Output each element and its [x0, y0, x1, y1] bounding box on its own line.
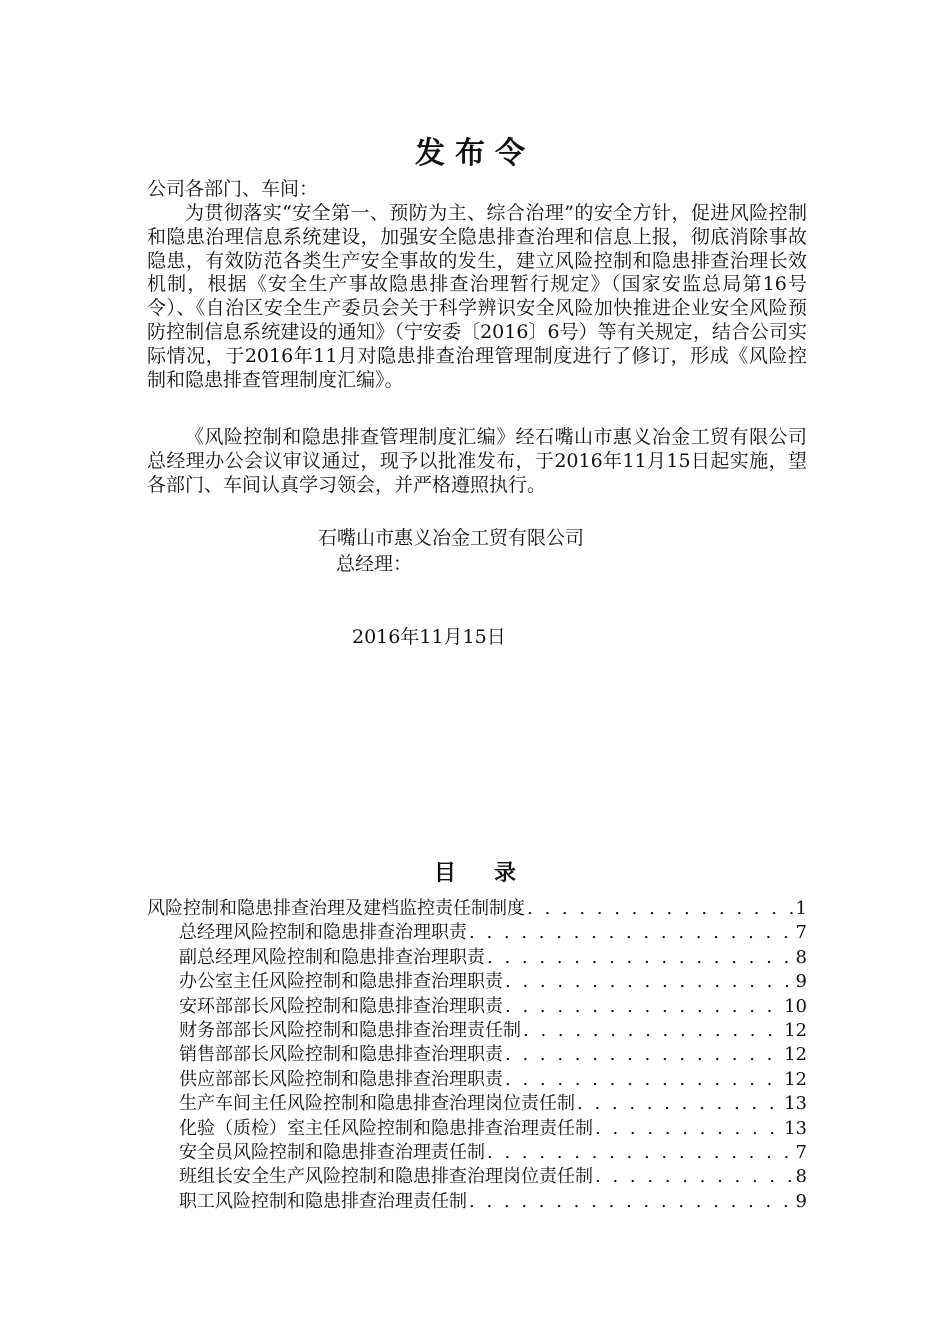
toc-entry[interactable] [147, 1068, 807, 1092]
toc-leader [505, 1068, 782, 1092]
toc-entry-text: 销售部部长风险控制和隐患排查治理职责 [179, 1044, 503, 1066]
toc-entry[interactable] [147, 970, 807, 994]
toc-leader [527, 897, 794, 921]
toc-entry-text: 供应部部长风险控制和隐患排查治理职责 [179, 1068, 503, 1090]
toc-entry[interactable] [147, 1019, 807, 1043]
toc-leader [505, 970, 794, 994]
signature-date: 2016年11月15日 [352, 626, 506, 648]
toc-entry-text: 化验（质检）室主任风险控制和隐患排查治理责任制 [179, 1117, 593, 1139]
toc-title: 目录 [433, 860, 554, 886]
toc-entry-text: 副总经理风险控制和隐患排查治理职责 [179, 946, 485, 968]
table-of-contents [147, 897, 807, 1214]
toc-entry-page: 12 [784, 1019, 807, 1041]
toc-entry-page: 12 [784, 1044, 807, 1066]
toc-entry[interactable] [147, 946, 807, 970]
toc-leader [577, 1092, 782, 1116]
toc-entry-text: 办公室主任风险控制和隐患排查治理职责 [179, 971, 503, 993]
document-title: 发布令 [415, 136, 535, 171]
toc-entry-text: 职工风险控制和隐患排查治理责任制 [179, 1190, 467, 1212]
toc-leader [595, 1117, 782, 1141]
toc-entry-text: 风险控制和隐患排查治理及建档监控责任制制度 [147, 898, 525, 919]
toc-leader [469, 1190, 794, 1214]
toc-entry-text: 班组长安全生产风险控制和隐患排查治理岗位责任制 [179, 1166, 593, 1188]
toc-leader [595, 1165, 794, 1189]
toc-entry[interactable] [147, 1141, 807, 1165]
signature-company: 石嘴山市惠义冶金工贸有限公司 [318, 527, 585, 549]
toc-leader [523, 1019, 782, 1043]
toc-entry-page: 8 [795, 1166, 807, 1188]
toc-entry-text: 生产车间主任风险控制和隐患排查治理岗位责任制 [179, 1093, 575, 1115]
toc-entry-page: 8 [795, 946, 807, 968]
salutation: 公司各部门、车间： [147, 178, 319, 200]
toc-entry-text: 安全员风险控制和隐患排查治理责任制 [179, 1141, 485, 1163]
paragraph-2: 《风险控制和隐患排查管理制度汇编》经石嘴山市惠义冶金工贸有限公司总经理办公会议审议通过，现予以批准发布，于2016年11月15日起实施，望各部门、车间认真学习领会，并严格遵照执行。 [147, 426, 807, 496]
toc-leader [505, 1043, 782, 1067]
toc-leader [487, 946, 794, 970]
toc-entry-text: 总经理风险控制和隐患排查治理职责 [179, 922, 467, 944]
toc-entry[interactable] [147, 1117, 807, 1141]
paragraph-1: 为贯彻落实“安全第一、预防为主、综合治理”的安全方针，促进风险控制和隐患治理信息系统建设，加强安全隐患排查治理和信息上报，彻底消除事故隐患，有效防范各类生产安全事故的发生，建立风险控制和隐患排查治理长效机制，根据《安全生产事故隐患排查治理暂行规定》（国家安监总局第16号令）、《自治区安全生产委员会关于科学辨识安全风险加快推进企业安全风险预防控制信息系统建设的通知》（宁安委〔2016〕6号）等有关规定，结合公司实际情况，于2016年11月对隐患排查治理管理制度进行了修订，形成《风险控制和隐患排查管理制度汇编》。 [147, 202, 807, 391]
toc-entry-page: 12 [784, 1068, 807, 1090]
toc-entry-page: 1 [795, 898, 807, 919]
toc-leader [487, 1141, 794, 1165]
toc-entry-page: 7 [795, 1141, 807, 1163]
toc-entry-text: 安环部部长风险控制和隐患排查治理职责 [179, 995, 503, 1017]
toc-entry-page: 10 [784, 995, 807, 1017]
toc-entry[interactable] [147, 1190, 807, 1214]
toc-entry[interactable] [147, 897, 807, 921]
toc-entry[interactable] [147, 921, 807, 945]
toc-entry[interactable] [147, 1043, 807, 1067]
toc-entry-page: 13 [784, 1117, 807, 1139]
toc-entry-page: 9 [795, 971, 807, 993]
toc-leader [505, 995, 782, 1019]
toc-entry[interactable] [147, 1092, 807, 1116]
toc-entry-page: 7 [795, 922, 807, 944]
toc-entry-page: 9 [795, 1190, 807, 1212]
toc-entry-text: 财务部部长风险控制和隐患排查治理责任制 [179, 1019, 521, 1041]
toc-entry[interactable] [147, 995, 807, 1019]
toc-entry-page: 13 [784, 1093, 807, 1115]
signature-manager: 总经理： [336, 553, 413, 575]
toc-leader [469, 921, 794, 945]
toc-entry[interactable] [147, 1165, 807, 1189]
